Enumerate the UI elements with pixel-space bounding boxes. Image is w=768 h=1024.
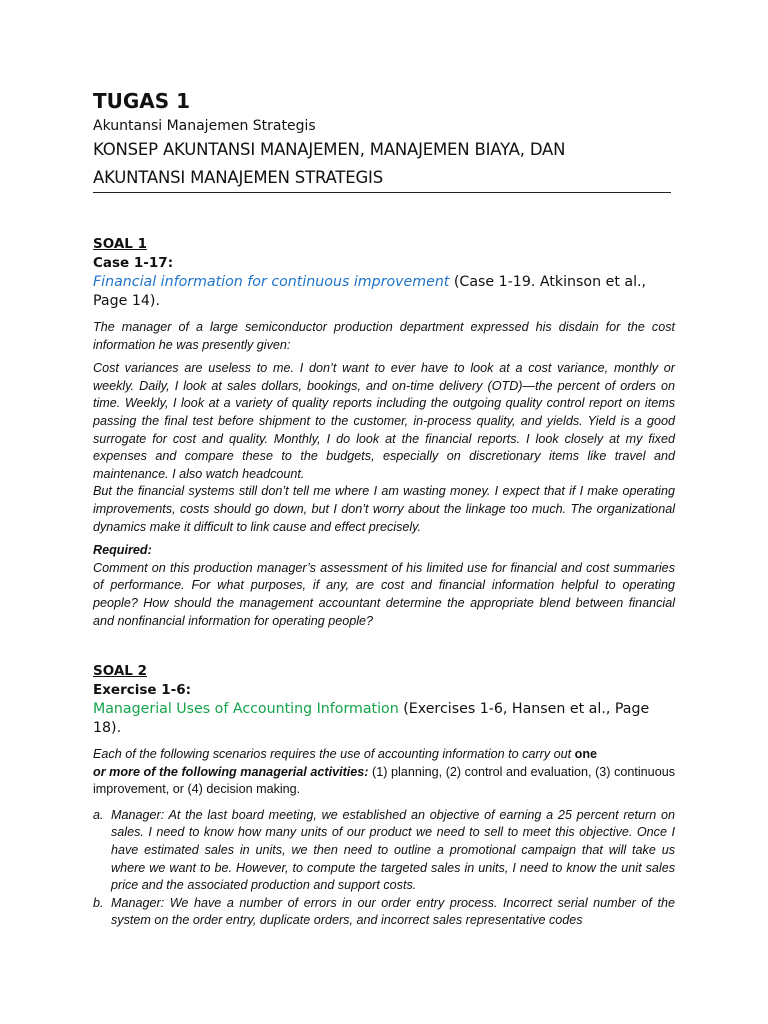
soal-1-reference: (Case 1-19. Atkinson et al., Page 14).	[93, 274, 647, 309]
soal-1-lead	[93, 273, 675, 311]
document-heading-line-2: AKUNTANSI MANAJEMEN STRATEGIS	[93, 168, 383, 187]
list-item-text: Manager: At the last board meeting, we established an objective of earning a 25 percent return on sales. I need to know how many units of our product we need to sell to meet this objective. Once I have estimated sales in units, we then need to outline a promotional campaign that will take us where we want to be. However, to compute the targeted sales in units, I need to know the unit sales price and the associated production and support costs.	[111, 807, 675, 893]
list-item-marker: a.	[93, 807, 104, 822]
soal-2-topic: Managerial Uses of Accounting Information	[93, 701, 399, 718]
soal-1-case: Case 1-17:	[93, 255, 174, 271]
document-page	[93, 88, 675, 930]
soal-2-intro-bold-2: or more of the following managerial activities:	[93, 764, 369, 779]
soal-1-topic: Financial information for continuous improvement	[93, 274, 450, 290]
soal-2-intro-b: (1) planning, (2) control and evaluation, (3) continuous improvement, or (4) decision making.	[93, 764, 675, 797]
list-item-text: Manager: We have a number of errors in our order entry process. Incorrect serial number of the system on the order entry, duplicate orders, and incorrect sales representative codes	[111, 895, 675, 928]
list-item	[93, 807, 675, 895]
document-subtitle: Akuntansi Manajemen Strategis	[93, 118, 316, 134]
soal-2-scenario-list	[93, 807, 675, 930]
soal-2-label: SOAL 2	[93, 663, 147, 680]
soal-1-label: SOAL 1	[93, 236, 147, 252]
list-item-marker: b.	[93, 895, 104, 910]
soal-1-intro: The manager of a large semiconductor production department expressed his disdain for the cost information he was presently given:	[93, 320, 675, 352]
soal-2-lead	[93, 700, 675, 738]
soal-2-intro-bold-1: one	[574, 747, 598, 762]
soal-1-quote-1: Cost variances are useless to me. I don’t want to ever have to look at a cost variance, monthly or weekly. Daily, I look at sales dollars, bookings, and on-time delivery (OTD)—the percent of orders on time. Weekly, I look at a variety of quality reports including the outgoing quality control report on items passing the final test before shipment to the customer, in-process quality, and yields. Yield is a good surrogate for cost and quality. Monthly, I do look at the financial reports. I look closely at my fixed expenses and compare these to the budgets, especially on discretionary items like travel and maintenance. I also watch headcount.	[93, 361, 675, 481]
soal-1-required-text: Comment on this production manager’s assessment of his limited use for financial and cost summaries of performance. For what purposes, if any, are cost and financial information helpful to operating people? How should the management accountant determine the appropriate blend between financial and nonfinancial information for operating people?	[93, 560, 675, 628]
document-heading-line-1: KONSEP AKUNTANSI MANAJEMEN, MANAJEMEN BIAYA, DAN	[93, 140, 566, 159]
soal-2-intro	[93, 746, 675, 799]
list-item	[93, 895, 675, 930]
document-title: TUGAS 1	[93, 89, 191, 113]
soal-1-required-label: Required:	[93, 543, 152, 558]
soal-1-quote-2: But the financial systems still don’t tell me where I am wasting money. I expect that if I make operating improvements, costs should go down, but I don’t worry about the linkage too much. The organizational dynamics make it difficult to link cause and effect precisely.	[93, 484, 675, 534]
soal-2-reference: (Exercises 1-6, Hansen et al., Page 18).	[93, 701, 650, 737]
soal-2-intro-a: Each of the following scenarios requires the use of accounting information to carry out	[93, 747, 575, 762]
soal-2-exercise: Exercise 1-6:	[93, 682, 192, 699]
